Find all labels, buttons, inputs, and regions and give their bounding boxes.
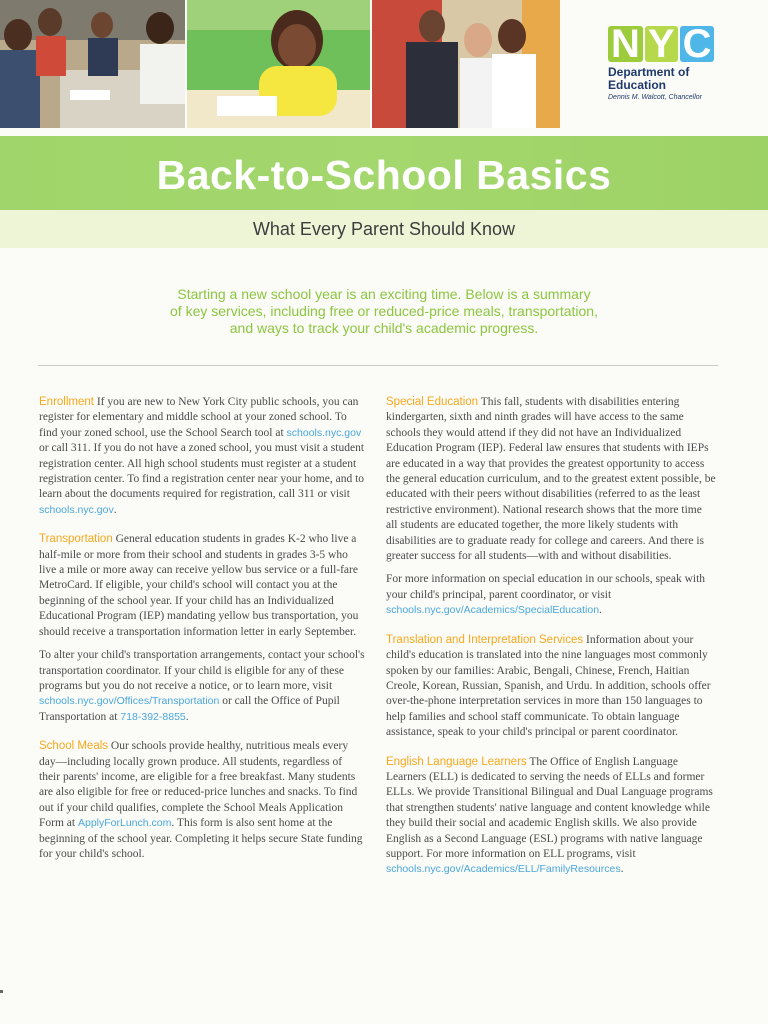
special-education-section <box>386 395 716 619</box>
ell-link[interactable]: schools.nyc.gov/Academics/ELL/FamilyResources <box>386 863 621 876</box>
classroom-photo-3 <box>372 0 560 128</box>
intro-text <box>110 286 658 337</box>
translation-heading: Translation and Interpretation Services <box>386 633 584 646</box>
body-text: . <box>599 604 602 617</box>
body-text: If you are new to New York City public schools, you can register for elementary and middle school at your zoned school. To find your zoned school, use the School Search tool at <box>39 396 359 439</box>
apply-for-lunch-link[interactable]: ApplyForLunch.com <box>77 817 172 830</box>
body-text: or call 311. If you do not have a zoned school, you must visit a student registration center. All high school students must register at a student registration center. To find a registration center near your home, and to learn about the documents required for registration, call 311 or visit <box>39 442 365 501</box>
ell-paragraph <box>386 755 716 878</box>
right-column <box>386 395 716 892</box>
body-text: . <box>113 503 117 516</box>
special-education-paragraph <box>386 395 716 564</box>
doe-logo <box>608 22 758 101</box>
intro-line: and ways to track your child's academic progress. <box>229 320 539 336</box>
scan-mark <box>0 990 3 993</box>
enrollment-paragraph <box>39 395 365 518</box>
schools-link[interactable]: schools.nyc.gov <box>286 426 362 439</box>
body-text: The Office of English Language Learners (ELL) is dedicated to serving the needs of ELLs and former ELLs. We provide Transitional Bilingual and Dual Language programs that strengthen students' native language and content knowledge while they build their social and academic English skills. We also provide English as a Second Language (ESL) programs with native language support. For more information on ELL programs, visit <box>386 755 713 860</box>
department-line-1: Department of <box>608 65 690 79</box>
body-text: . <box>620 863 624 876</box>
special-education-link[interactable]: schools.nyc.gov/Academics/SpecialEducation <box>386 604 600 617</box>
transportation-section <box>39 532 365 725</box>
body-text: or call the Office of Pupil Transportation at <box>39 695 340 723</box>
ell-section <box>386 755 716 878</box>
school-meals-heading: School Meals <box>39 740 109 753</box>
school-meals-section <box>39 739 365 862</box>
phone-number[interactable]: 718-392-8855 <box>120 710 186 723</box>
body-text: Information about your child's education is translated into the nine languages most commonly spoken by our families: Arabic, Bengali, Chinese, French, Haitian Creole, Korean, Russian, Spanish, and Urdu. In addition, schools offer over-the-phone interpretation services in more than 150 languages to help families and school staff communicate. To obtain language assistance, speak to your child's principal or parent coordinator. <box>386 633 711 739</box>
intro-line: Starting a new school year is an exciting time. Below is a summary <box>177 286 591 302</box>
ell-heading: English Language Learners <box>386 755 527 768</box>
page-title: Back-to-School Basics <box>156 152 612 198</box>
nyc-logo <box>608 22 758 66</box>
body-text: To alter your child's transportation arrangements, contact your school's transportation coordinator. If your child is eligible for any of these programs but you do not receive a notice, or to learn more, visit <box>39 649 365 692</box>
nyc-logo-letter: Y <box>645 26 678 62</box>
left-column <box>39 395 365 876</box>
transportation-heading: Transportation <box>39 533 113 546</box>
body-text: . <box>185 710 189 723</box>
special-education-paragraph <box>386 572 716 618</box>
enrollment-section <box>39 395 365 518</box>
nyc-logo-letter: C <box>680 26 715 62</box>
body-text: General education students in grades K-2 who live a half-mile or more from their school and students in grades 3-5 who live a mile or more away can receive yellow bus service or a full-fare MetroCard. If eligible, your child's school will contact you at the beginning of the school year. If your child has an Individualized Educational Program (IEP) mandating yellow bus transportation, you should receive a transportation information letter in early September. <box>39 533 359 638</box>
body-text: This fall, students with disabilities entering kindergarten, sixth and ninth grades will have access to the same schools they would attend if they did not have an Individualized Education Program (IEP). Federal law ensures that students with IEPs are educated in a way that provides the greatest opportunity to access the general education curriculum, and to the greatest extent possible, be educated with their peers without disabilities (referred to as the least restrictive environment). National research shows that the more time all students are educated together, the more likely students with disabilities are to graduate ready for college and careers. And there is greater success for all students—with and without disabilities. <box>386 396 716 563</box>
body-text: Our schools provide healthy, nutritious meals every day—including locally grown produce. All students, regardless of their parents' income, are eligible for a free breakfast. Many students are also eligible for free or reduced-price lunches and snacks. To find out if your child qualifies, complete the School Meals Application Form at <box>39 740 358 830</box>
translation-section <box>386 633 716 741</box>
department-name <box>608 66 758 92</box>
nyc-logo-letter: N <box>608 26 643 62</box>
page-subtitle: What Every Parent Should Know <box>252 219 516 239</box>
transportation-paragraph <box>39 648 365 725</box>
transportation-link[interactable]: schools.nyc.gov/Offices/Transportation <box>39 695 220 708</box>
body-text: . This form is also sent home at the beginning of the school year. Completing it helps secure State funding for your child's school. <box>39 817 363 860</box>
school-meals-paragraph <box>39 739 365 862</box>
transportation-paragraph <box>39 532 365 640</box>
special-education-heading: Special Education <box>386 396 479 408</box>
classroom-photo-2 <box>187 0 370 128</box>
divider <box>38 365 718 366</box>
department-line-2: Education <box>608 78 667 92</box>
classroom-photo-1 <box>0 0 185 128</box>
chancellor-name: Dennis M. Walcott, Chancellor <box>608 94 703 101</box>
body-text: For more information on special education in our schools, speak with your child's principal, parent coordinator, or visit <box>386 573 706 601</box>
schools-link[interactable]: schools.nyc.gov <box>39 503 114 516</box>
translation-paragraph <box>386 633 716 741</box>
enrollment-heading: Enrollment <box>39 396 94 408</box>
intro-line: of key services, including free or reduced-price meals, transportation, <box>170 303 598 319</box>
